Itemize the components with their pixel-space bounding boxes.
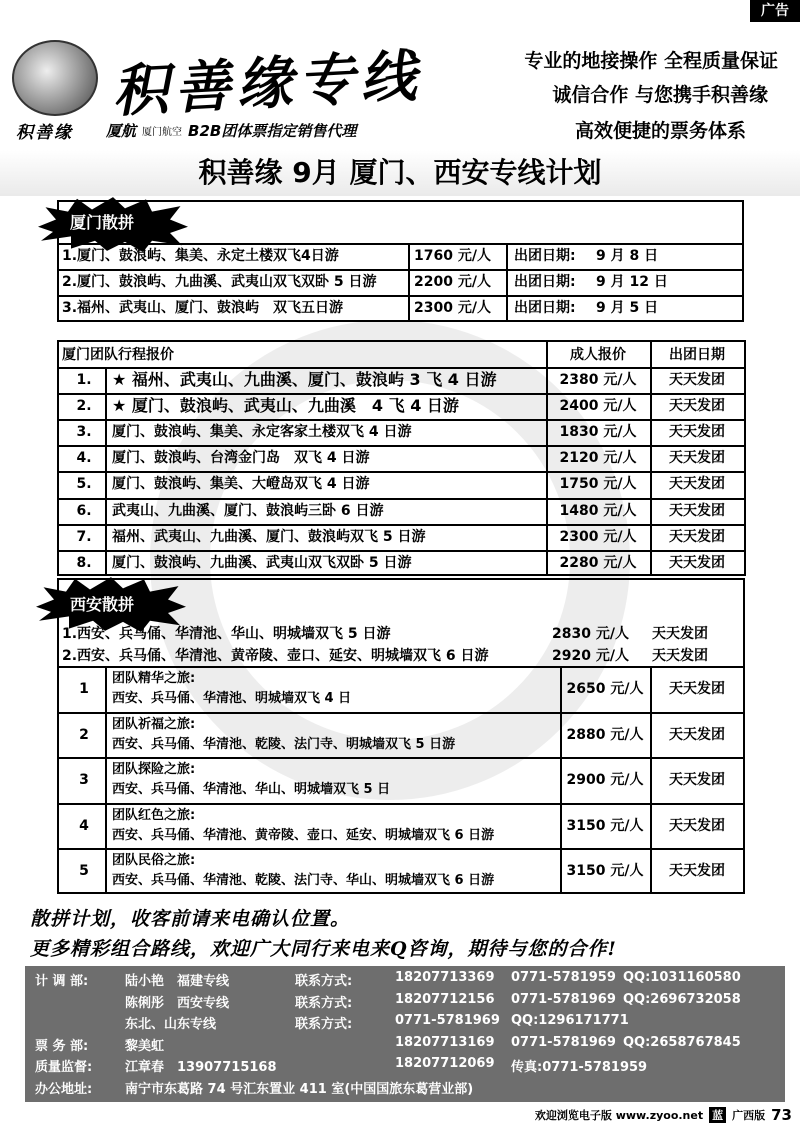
- contact-cell: 黎美虹: [125, 1038, 165, 1054]
- contact-cell: 票 务 部:: [35, 1038, 89, 1054]
- contact-cell: 传真:0771-5781959: [511, 1060, 648, 1075]
- contact-cell: QQ:1031160580: [623, 970, 741, 985]
- contact-row: [35, 1013, 783, 1033]
- table-row: [62, 849, 744, 893]
- table-row: [62, 667, 744, 711]
- route-cell: 厦门、鼓浪屿、集美、永定客家土楼双飞 4 日游: [112, 424, 412, 440]
- route-cell: [106, 715, 560, 755]
- route-cell: ★ 福州、武夷山、九曲溪、厦门、鼓浪屿 3 飞 4 日游: [112, 370, 497, 389]
- agent-airline: 厦航: [106, 122, 137, 140]
- tour-route: 西安、兵马俑、华清池、黄帝陵、壶口、延安、明城墙双飞 6 日游: [112, 828, 495, 843]
- table-row: [62, 644, 742, 668]
- table-row: [62, 420, 744, 444]
- route-cell: [106, 851, 560, 891]
- contact-cell: 18207712156: [395, 991, 495, 1007]
- slogan-1: 专业的地接操作 全程质量保证: [524, 50, 778, 72]
- tour-route: 西安、兵马俑、华清池、乾陵、法门寺、华山、明城墙双飞 6 日游: [112, 873, 495, 888]
- price-cell: 1480 元/人: [559, 503, 637, 519]
- contact-cell: [295, 1035, 395, 1055]
- contact-row: [35, 992, 783, 1012]
- row-number: 7.: [76, 529, 92, 545]
- plan-title: 积善缘 9月 厦门、西安专线计划: [0, 150, 800, 196]
- note-1: 散拼计划，收客前请来电确认位置。: [30, 908, 351, 930]
- date-cell: 天天发团: [669, 503, 725, 519]
- contact-cell: [623, 1056, 783, 1076]
- brand-name: 积善缘专线: [110, 42, 424, 126]
- contact-cell: 江章春 13907715168: [125, 1060, 277, 1075]
- route-cell: 2.西安、兵马俑、华清池、黄帝陵、壶口、延安、明城墙双飞 6 日游: [62, 648, 489, 664]
- route-cell: 2.厦门、鼓浪屿、九曲溪、武夷山双飞双卧 5 日游: [62, 274, 377, 290]
- price-cell: 2200 元/人: [414, 274, 491, 290]
- table-header: [62, 343, 744, 367]
- tour-route: 西安、兵马俑、华清池、明城墙双飞 4 日: [112, 691, 352, 706]
- date-label: 出团日期:: [514, 274, 576, 290]
- page-number: 73: [771, 1106, 792, 1124]
- contact-cell: [295, 1056, 395, 1076]
- date-cell: 天天发团: [669, 529, 725, 545]
- contact-cell: 0771-5781969: [511, 991, 616, 1007]
- contact-row: [35, 1078, 800, 1098]
- contact-cell: [745, 1078, 800, 1098]
- price-cell: 1760 元/人: [414, 248, 491, 264]
- price-cell: 3150 元/人: [566, 818, 644, 834]
- contact-row: [35, 1035, 783, 1055]
- row-number: 2: [79, 727, 89, 743]
- price-cell: 2920 元/人: [552, 648, 629, 664]
- date-cell: 天天发团: [669, 863, 725, 879]
- price-cell: 2400 元/人: [559, 398, 637, 414]
- date-label: 出团日期:: [514, 300, 576, 316]
- note-2: 更多精彩组合路线，欢迎广大同行来电来Q咨询，期待与您的合作!: [30, 938, 617, 960]
- date-cell: 天天发团: [669, 398, 725, 414]
- tour-name: 团队探险之旅:: [112, 762, 196, 777]
- agent-desc: B2B团体票指定销售代理: [188, 122, 357, 140]
- agent-line: [106, 120, 356, 141]
- contact-cell: QQ:2696732058: [623, 991, 741, 1007]
- contact-cell: QQ:1296171771: [511, 1013, 629, 1028]
- team-header-price: 成人报价: [570, 347, 626, 363]
- tour-route: 西安、兵马俑、华清池、华山、明城墙双飞 5 日: [112, 782, 391, 797]
- date-cell: 9 月 5 日: [596, 300, 659, 316]
- contact-cell: 18207713369: [395, 970, 495, 985]
- logo-caption: 积善缘: [16, 123, 73, 143]
- table-row: [62, 296, 712, 320]
- tour-name: 团队祈福之旅:: [112, 717, 196, 732]
- route-cell: 厦门、鼓浪屿、台湾金门岛 双飞 4 日游: [112, 450, 370, 466]
- route-cell: 1.厦门、鼓浪屿、集美、永定土楼双飞4日游: [62, 248, 339, 264]
- date-cell: 天天发团: [669, 372, 725, 388]
- date-cell: 9 月 12 日: [596, 274, 668, 290]
- table-row: [62, 394, 744, 418]
- contact-row: [35, 970, 783, 990]
- slogan-3: 高效便捷的票务体系: [574, 120, 746, 142]
- price-cell: 3150 元/人: [566, 863, 644, 879]
- price-cell: 2880 元/人: [566, 727, 644, 743]
- date-cell: 天天发团: [669, 818, 725, 834]
- contact-cell: [645, 1078, 745, 1098]
- team-header-date: 出团日期: [669, 347, 725, 363]
- team-header-title: 厦门团队行程报价: [62, 347, 174, 363]
- footer-edition: 广西版: [732, 1109, 766, 1122]
- xian-group-badge: 西安散拼: [70, 595, 135, 614]
- row-number: 3.: [76, 424, 92, 440]
- row-number: 6.: [76, 503, 92, 519]
- price-cell: 2650 元/人: [566, 681, 644, 697]
- table-row: [62, 758, 744, 802]
- slogan-2: 诚信合作 与您携手积善缘: [552, 84, 768, 106]
- price-cell: 2900 元/人: [566, 772, 644, 788]
- contact-cell: 办公地址:: [35, 1081, 93, 1097]
- table-row: [62, 472, 744, 496]
- route-cell: 1.西安、兵马俑、华清池、华山、明城墙双飞 5 日游: [62, 626, 391, 642]
- table-row: [62, 525, 744, 549]
- footer-site: 欢迎浏览电子版 www.zyoo.net: [534, 1109, 704, 1122]
- contact-cell: QQ:2658767845: [623, 1034, 741, 1050]
- contact-cell: 联系方式:: [295, 1017, 353, 1032]
- contact-cell: 陈俐彤 西安专线: [125, 995, 230, 1011]
- ad-badge: 广告: [750, 0, 800, 22]
- table-row: [62, 270, 712, 294]
- contact-cell: [35, 1013, 125, 1033]
- row-number: 2.: [76, 398, 92, 414]
- route-cell: 福州、武夷山、九曲溪、厦门、鼓浪屿双飞 5 日游: [112, 529, 426, 545]
- date-cell: 天天发团: [669, 681, 725, 697]
- contact-cell: 陆小艳 福建专线: [125, 974, 230, 989]
- route-cell: 厦门、鼓浪屿、九曲溪、武夷山双飞双卧 5 日游: [112, 555, 412, 571]
- row-number: 8.: [76, 555, 92, 571]
- price-cell: 1830 元/人: [559, 424, 637, 440]
- row-number: 1: [79, 681, 89, 697]
- brand-logo: [12, 40, 98, 116]
- row-number: 4.: [76, 450, 92, 466]
- date-cell: 天天发团: [669, 476, 725, 492]
- route-cell: 武夷山、九曲溪、厦门、鼓浪屿三卧 6 日游: [112, 503, 384, 519]
- row-number: 1.: [76, 372, 92, 388]
- table-row: [62, 713, 744, 757]
- contact-cell: 0771-5781969: [511, 1034, 616, 1050]
- footer-badge: 蓝: [709, 1107, 726, 1123]
- price-cell: 2280 元/人: [559, 555, 637, 571]
- contact-cell: 质量监督:: [35, 1060, 93, 1075]
- price-cell: 2300 元/人: [559, 529, 637, 545]
- page-footer: [535, 1106, 792, 1124]
- contact-cell: 联系方式:: [295, 995, 353, 1011]
- date-cell: 天天发团: [669, 450, 725, 466]
- price-cell: 2830 元/人: [552, 626, 629, 642]
- row-number: 3: [79, 772, 89, 788]
- xiamen-group-badge: 厦门散拼: [70, 213, 135, 232]
- route-cell: 3.福州、武夷山、厦门、鼓浪屿 双飞五日游: [62, 300, 344, 316]
- tour-name: 团队精华之旅:: [112, 671, 196, 686]
- row-number: 4: [79, 818, 89, 834]
- row-number: 5: [79, 863, 89, 879]
- tour-name: 团队红色之旅:: [112, 808, 196, 823]
- table-row: [62, 244, 712, 268]
- route-cell: ★ 厦门、鼓浪屿、武夷山、九曲溪 4 飞 4 日游: [112, 396, 459, 415]
- contact-cell: 计 调 部:: [35, 974, 89, 989]
- contact-row: [35, 1056, 783, 1076]
- contact-panel: [25, 966, 785, 1102]
- date-cell: 天天发团: [669, 772, 725, 788]
- tour-route: 西安、兵马俑、华清池、乾陵、法门寺、明城墙双飞 5 日游: [112, 737, 456, 752]
- route-cell: [106, 669, 560, 709]
- agent-partner: 厦门航空: [142, 127, 183, 138]
- table-row: [62, 622, 742, 646]
- contact-cell: 18207713169: [395, 1034, 495, 1050]
- date-cell: 天天发团: [669, 727, 725, 743]
- price-cell: 2380 元/人: [559, 372, 637, 388]
- table-row: [62, 804, 744, 848]
- contact-cell: [35, 992, 125, 1012]
- contact-cell: 0771-5781969: [395, 1013, 500, 1028]
- date-cell: 9 月 8 日: [596, 248, 659, 264]
- date-cell: 天天发团: [652, 626, 708, 642]
- date-label: 出团日期:: [514, 248, 576, 264]
- table-row: [62, 368, 744, 392]
- contact-cell: 0771-5781959: [511, 970, 616, 985]
- date-cell: 天天发团: [669, 424, 725, 440]
- date-cell: 天天发团: [652, 648, 708, 664]
- route-cell: [106, 760, 560, 800]
- table-row: [62, 446, 744, 470]
- table-row: [62, 499, 744, 523]
- row-number: 5.: [76, 476, 92, 492]
- table-row: [62, 551, 744, 575]
- contact-cell: 18207712069: [395, 1056, 495, 1071]
- contact-cell: [623, 1013, 783, 1033]
- price-cell: 2120 元/人: [559, 450, 637, 466]
- contact-cell: 南宁市东葛路 74 号汇东置业 411 室(中国国旅东葛营业部): [125, 1081, 474, 1097]
- contact-cell: 东北、山东专线: [125, 1017, 217, 1032]
- date-cell: 天天发团: [669, 555, 725, 571]
- price-cell: 1750 元/人: [559, 476, 637, 492]
- route-cell: [106, 806, 560, 846]
- price-cell: 2300 元/人: [414, 300, 491, 316]
- tour-name: 团队民俗之旅:: [112, 853, 196, 868]
- route-cell: 厦门、鼓浪屿、集美、大嶝岛双飞 4 日游: [112, 476, 370, 492]
- contact-cell: 联系方式:: [295, 974, 353, 989]
